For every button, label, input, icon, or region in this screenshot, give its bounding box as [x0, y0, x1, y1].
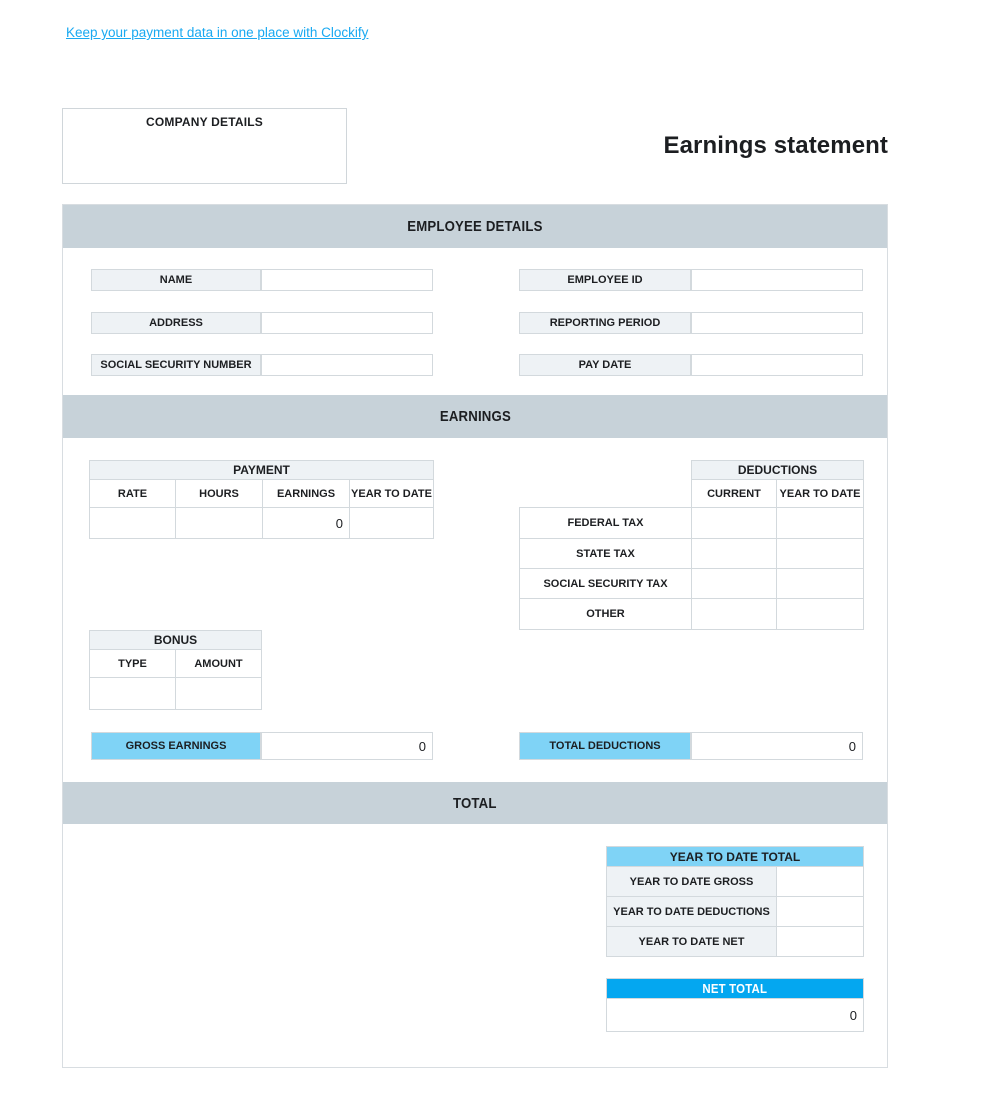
ytd-total-title: YEAR TO DATE TOTAL [607, 847, 864, 867]
bonus-col-amount: AMOUNT [176, 650, 262, 678]
payment-rate-cell[interactable] [90, 508, 176, 539]
bonus-amount-cell[interactable] [176, 678, 262, 710]
deductions-table [519, 460, 864, 630]
ytd-deductions-label: YEAR TO DATE DEDUCTIONS [607, 897, 777, 927]
federal-tax-ytd-cell[interactable] [777, 508, 864, 539]
section-header-earnings [63, 395, 887, 438]
total-deductions-label: TOTAL DEDUCTIONS [519, 732, 691, 760]
other-deduction-label: OTHER [520, 599, 692, 630]
ytd-gross-label: YEAR TO DATE GROSS [607, 867, 777, 897]
payment-ytd-cell[interactable] [350, 508, 434, 539]
net-total-title-text: NET TOTAL [702, 981, 768, 996]
deductions-col-ytd: YEAR TO DATE [777, 480, 864, 508]
payment-earnings-cell[interactable]: 0 [263, 508, 350, 539]
state-tax-ytd-cell[interactable] [777, 539, 864, 569]
ytd-net-label: YEAR TO DATE NET [607, 927, 777, 957]
net-total-value[interactable]: 0 [607, 999, 864, 1032]
bonus-table [89, 630, 262, 710]
bonus-table-title: BONUS [90, 631, 262, 650]
deductions-spacer [520, 480, 692, 508]
payment-table [89, 460, 434, 539]
employee-id-input[interactable] [691, 269, 863, 291]
ytd-deductions-value[interactable] [777, 897, 864, 927]
address-input[interactable] [261, 312, 433, 334]
section-title-employee-details: EMPLOYEE DETAILS [407, 218, 543, 235]
bonus-type-cell[interactable] [90, 678, 176, 710]
year-to-date-total-table [606, 846, 864, 957]
reporting-period-input[interactable] [691, 312, 863, 334]
social-security-tax-ytd-cell[interactable] [777, 569, 864, 599]
payment-col-ytd: YEAR TO DATE [350, 480, 434, 508]
address-label: ADDRESS [91, 312, 261, 334]
name-input[interactable] [261, 269, 433, 291]
payment-col-earnings: EARNINGS [263, 480, 350, 508]
page-title: Earnings statement [663, 132, 888, 159]
ytd-net-value[interactable] [777, 927, 864, 957]
company-details-label: COMPANY DETAILS [145, 115, 263, 129]
deductions-col-current: CURRENT [692, 480, 777, 508]
social-security-tax-current-cell[interactable] [692, 569, 777, 599]
state-tax-current-cell[interactable] [692, 539, 777, 569]
payment-col-rate: RATE [90, 480, 176, 508]
other-deduction-ytd-cell[interactable] [777, 599, 864, 630]
gross-earnings-value[interactable]: 0 [261, 732, 433, 760]
ytd-gross-value[interactable] [777, 867, 864, 897]
social-security-tax-label: SOCIAL SECURITY TAX [520, 569, 692, 599]
section-header-total [63, 782, 887, 824]
bonus-col-type: TYPE [90, 650, 176, 678]
employee-id-label: EMPLOYEE ID [519, 269, 691, 291]
payment-table-title: PAYMENT [90, 461, 434, 480]
ssn-label: SOCIAL SECURITY NUMBER [91, 354, 261, 376]
federal-tax-current-cell[interactable] [692, 508, 777, 539]
total-deductions-value[interactable]: 0 [691, 732, 863, 760]
section-title-earnings: EARNINGS [439, 408, 511, 425]
pay-date-label: PAY DATE [519, 354, 691, 376]
statement-container [62, 204, 888, 1068]
net-total-title [607, 979, 864, 999]
reporting-period-label: REPORTING PERIOD [519, 312, 691, 334]
company-details-box[interactable] [62, 108, 347, 184]
deductions-spacer [520, 461, 692, 480]
payment-col-hours: HOURS [176, 480, 263, 508]
section-title-total: TOTAL [453, 794, 497, 812]
gross-earnings-label: GROSS EARNINGS [91, 732, 261, 760]
payment-hours-cell[interactable] [176, 508, 263, 539]
deductions-table-title: DEDUCTIONS [692, 461, 864, 480]
name-label: NAME [91, 269, 261, 291]
other-deduction-current-cell[interactable] [692, 599, 777, 630]
section-header-employee-details [63, 205, 887, 248]
ssn-input[interactable] [261, 354, 433, 376]
net-total-table [606, 978, 864, 1032]
pay-date-input[interactable] [691, 354, 863, 376]
clockify-promo-link[interactable]: Keep your payment data in one place with Clockify [66, 25, 369, 40]
federal-tax-label: FEDERAL TAX [520, 508, 692, 539]
state-tax-label: STATE TAX [520, 539, 692, 569]
